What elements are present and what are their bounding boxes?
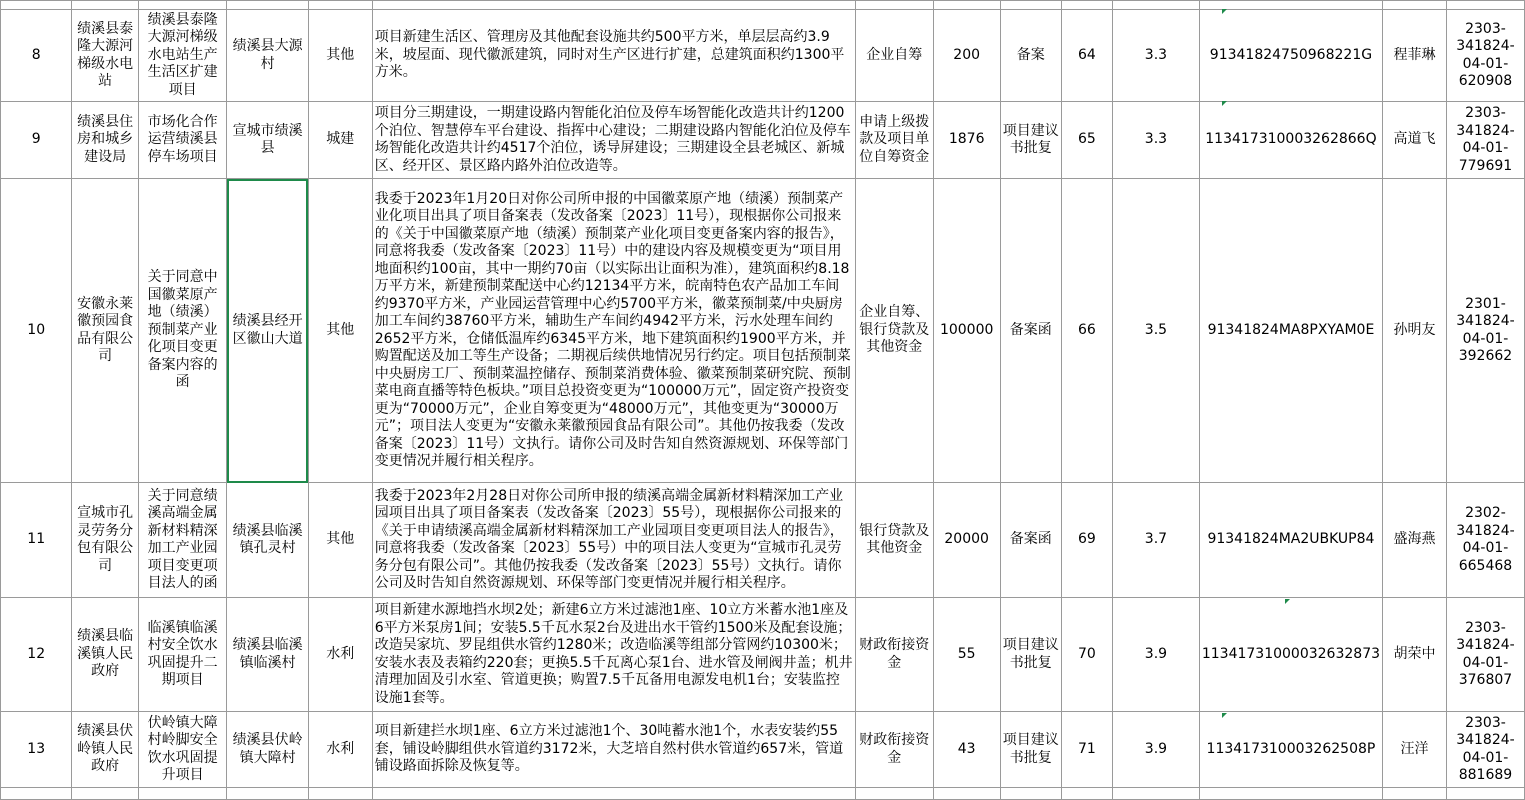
cell-amount[interactable]: 200	[933, 10, 1000, 102]
table-row	[1, 10, 1525, 102]
cell-approval[interactable]: 项目建议书批复	[1000, 598, 1061, 712]
cell	[1000, 1, 1061, 10]
cell-code[interactable]: 2303-341824-04-01-620908	[1446, 10, 1524, 102]
cell-category[interactable]: 水利	[308, 712, 372, 788]
cell-location[interactable]: 宣城市绩溪县	[227, 102, 308, 179]
cell-amount[interactable]: 20000	[933, 483, 1000, 598]
cell-score[interactable]: 3.9	[1112, 712, 1199, 788]
cell-content[interactable]: 项目新建生活区、管理房及其他配套设施共约500平方米，单层层高约3.9米，坡屋面、现代徽派建筑，同时对生产区进行扩建，总建筑面积约1300平方米。	[372, 10, 855, 102]
cell-category[interactable]: 其他	[308, 179, 372, 483]
partial-row-bottom	[1, 788, 1525, 800]
cell-score[interactable]: 3.5	[1112, 179, 1199, 483]
cell-funding[interactable]: 企业自筹	[855, 10, 933, 102]
cell-project[interactable]: 绩溪县泰隆大源河梯级水电站生产生活区扩建项目	[138, 10, 226, 102]
table-row	[1, 102, 1525, 179]
cell-funding[interactable]: 财政衔接资金	[855, 712, 933, 788]
cell-credit-code[interactable]: 113417310003262508P	[1199, 712, 1382, 788]
cell	[1112, 788, 1199, 800]
cell-approval[interactable]: 备案函	[1000, 179, 1061, 483]
cell-project[interactable]: 伏岭镇大障村岭脚安全饮水巩固提升项目	[138, 712, 226, 788]
cell-unit[interactable]: 绩溪县住房和城乡建设局	[72, 102, 139, 179]
cell	[227, 1, 308, 10]
cell-code[interactable]: 2303-341824-04-01-376807	[1446, 598, 1524, 712]
cell-content[interactable]: 项目分三期建设，一期建设路内智能化泊位及停车场智能化改造共计约1200个泊位、智慧停车平台建设、指挥中心建设；二期建设路内智能化泊位及停车场智能化改造共计约4517个泊位，诱导屏建设；三期建设全县老城区、新城区、经开区、景区路内路外泊位改造等。	[372, 102, 855, 179]
cell-project[interactable]: 关于同意中国徽菜原产地（绩溪）预制菜产业化项目变更备案内容的函	[138, 179, 226, 483]
cell-funding[interactable]: 财政衔接资金	[855, 598, 933, 712]
cell	[1383, 1, 1447, 10]
cell	[372, 788, 855, 800]
cell-unit[interactable]: 绩溪县临溪镇人民政府	[72, 598, 139, 712]
cell-seq[interactable]: 11	[1, 483, 72, 598]
cell-approval[interactable]: 项目建议书批复	[1000, 102, 1061, 179]
cell-content[interactable]: 项目新建水源地挡水坝2处；新建6立方米过滤池1座、10立方米蓄水池1座及6平方米泵房1间；安装5.5千瓦水泵2台及进出水干管约1500米及配套设施；改造吴家坑、罗昆组供水管约1280米；改造临溪等组部分管网约10300米；安装水表及表箱约220套；更换5.5千瓦离心泵1台、进水管及闸阀井盖；机井清理加固及引水室、管道更换；购置7.5千瓦备用电源发电机1台；安装监控设施1套等。	[372, 598, 855, 712]
cell	[1000, 788, 1061, 800]
cell-amount[interactable]: 100000	[933, 179, 1000, 483]
cell-amount[interactable]: 55	[933, 598, 1000, 712]
cell-indicator-icon	[1285, 599, 1290, 604]
cell-contact[interactable]: 汪洋	[1383, 712, 1447, 788]
cell-rank[interactable]: 65	[1061, 102, 1112, 179]
cell	[1061, 1, 1112, 10]
cell	[1199, 788, 1382, 800]
cell-amount[interactable]: 1876	[933, 102, 1000, 179]
cell-project[interactable]: 临溪镇临溪村安全饮水巩固提升二期项目	[138, 598, 226, 712]
cell	[1061, 788, 1112, 800]
cell-rank[interactable]: 69	[1061, 483, 1112, 598]
cell-credit-code[interactable]: 91341824750968221G	[1199, 10, 1382, 102]
cell-seq[interactable]: 12	[1, 598, 72, 712]
cell-contact[interactable]: 孙明友	[1383, 179, 1447, 483]
cell-contact[interactable]: 盛海燕	[1383, 483, 1447, 598]
cell-category[interactable]: 城建	[308, 102, 372, 179]
cell	[1446, 1, 1524, 10]
cell	[138, 1, 226, 10]
cell-contact[interactable]: 高道飞	[1383, 102, 1447, 179]
cell-unit[interactable]: 安徽永莱徽预园食品有限公司	[72, 179, 139, 483]
cell-code[interactable]: 2301-341824-04-01-392662	[1446, 179, 1524, 483]
cell-location[interactable]: 绩溪县伏岭镇大障村	[227, 712, 308, 788]
cell-unit[interactable]: 绩溪县伏岭镇人民政府	[72, 712, 139, 788]
partial-row-top	[1, 1, 1525, 10]
cell	[72, 788, 139, 800]
cell	[138, 788, 226, 800]
cell-rank[interactable]: 71	[1061, 712, 1112, 788]
cell-credit-code[interactable]: 91341824MA2UBKUP84	[1199, 483, 1382, 598]
cell-rank[interactable]: 66	[1061, 179, 1112, 483]
cell-credit-code[interactable]: 11341731000032632873	[1199, 598, 1382, 712]
cell	[227, 788, 308, 800]
cell-credit-code[interactable]: 113417310003262866Q	[1199, 102, 1382, 179]
cell-score[interactable]: 3.3	[1112, 102, 1199, 179]
cell-score[interactable]: 3.9	[1112, 598, 1199, 712]
cell-code[interactable]: 2303-341824-04-01-779691	[1446, 102, 1524, 179]
cell	[308, 1, 372, 10]
cell-content[interactable]: 我委于2023年1月20日对你公司所申报的中国徽菜原产地（绩溪）预制菜产业化项目出具了项目备案表（发改备案〔2023〕11号），现根据你公司报来的《关于中国徽菜原产地（绩溪）预制菜产业化项目变更备案内容的报告》，同意将我委（发改备案〔2023〕11号）中的建设内容及规模变更为“项目用地面积约100亩，其中一期约70亩（以实际出让面积为准），建筑面积约8.18万平方米，新建预制菜配送中心约12134平方米，皖南特色农产品加工车间约9370平方米，产业园运营管理中心约5700平方米，徽菜预制菜/中央厨房加工车间约38760平方米，辅助生产车间约4942平方米，污水处理车间约2652平方米，仓储低温库约6345平方米，地下建筑面积约1900平方米，并购置配送及加工等生产设备；二期视后续供地情况另行约定。项目包括预制菜中央厨房工厂、预制菜温控储存、预制菜消费体验、徽菜预制菜研究院、预制菜电商直播等特色板块。”项目总投资变更为“100000万元”，固定资产投资变更为“70000万元”，企业自筹变更为“48000万元”，其他变更为“30000万元”；项目法人变更为“安徽永莱徽预园食品有限公司”。其他仍按我委（发改备案〔2023〕11号）文执行。请你公司及时告知自然资源规划、环保等部门变更情况并履行相关程序。	[372, 179, 855, 483]
table-row	[1, 179, 1525, 483]
cell-code[interactable]: 2303-341824-04-01-881689	[1446, 712, 1524, 788]
cell	[1112, 1, 1199, 10]
cell-category[interactable]: 其他	[308, 10, 372, 102]
cell-seq[interactable]: 9	[1, 102, 72, 179]
cell-location[interactable]: 绩溪县大源村	[227, 10, 308, 102]
cell	[1, 1, 72, 10]
cell	[372, 1, 855, 10]
cell	[933, 1, 1000, 10]
cell-approval[interactable]: 备案函	[1000, 483, 1061, 598]
cell-contact[interactable]: 程菲琳	[1383, 10, 1447, 102]
cell-indicator-icon	[1222, 713, 1227, 718]
cell-content[interactable]: 我委于2023年2月28日对你公司所申报的绩溪高端金属新材料精深加工产业园项目出具了项目备案表（发改备案〔2023〕55号），现根据你公司报来的《关于申请绩溪高端金属新材料精深加工产业园项目变更项目法人的报告》，同意将我委（发改备案〔2023〕55号）中的项目法人变更为“宣城市孔灵劳务分包有限公司”。其他仍按我委（发改备案〔2023〕55号）文执行。请你公司及时告知自然资源规划、环保等部门变更情况并履行相关程序。	[372, 483, 855, 598]
cell-score[interactable]: 3.3	[1112, 10, 1199, 102]
cell-unit[interactable]: 绩溪县泰隆大源河梯级水电站	[72, 10, 139, 102]
cell-rank[interactable]: 70	[1061, 598, 1112, 712]
table-row	[1, 598, 1525, 712]
cell-funding[interactable]: 银行贷款及其他资金	[855, 483, 933, 598]
cell-content[interactable]: 项目新建拦水坝1座、6立方米过滤池1个、30吨蓄水池1个，水表安装约55套，铺设岭脚组供水管道约3172米，大芝培自然村供水管道约657米，管道铺设路面拆除及恢复等。	[372, 712, 855, 788]
cell-location[interactable]: 绩溪县临溪镇临溪村	[227, 598, 308, 712]
cell-category[interactable]: 水利	[308, 598, 372, 712]
cell	[855, 1, 933, 10]
cell-project[interactable]: 市场化合作运营绩溪县停车场项目	[138, 102, 226, 179]
cell	[855, 788, 933, 800]
cell-approval[interactable]: 项目建议书批复	[1000, 712, 1061, 788]
cell	[933, 788, 1000, 800]
cell-code[interactable]: 2302-341824-04-01-665468	[1446, 483, 1524, 598]
table-row	[1, 483, 1525, 598]
table-row	[1, 712, 1525, 788]
cell	[72, 1, 139, 10]
cell-indicator-icon	[1222, 101, 1227, 106]
cell-category[interactable]: 其他	[308, 483, 372, 598]
cell-unit[interactable]: 宣城市孔灵劳务分包有限公司	[72, 483, 139, 598]
cell	[1, 788, 72, 800]
cell-contact[interactable]: 胡荣中	[1383, 598, 1447, 712]
cell-approval[interactable]: 备案	[1000, 10, 1061, 102]
cell-seq[interactable]: 8	[1, 10, 72, 102]
cell-location-selected[interactable]: 绩溪县经开区徽山大道	[227, 179, 308, 483]
cell-credit-code[interactable]: 91341824MA8PXYAM0E	[1199, 179, 1382, 483]
cell-seq[interactable]: 10	[1, 179, 72, 483]
cell	[308, 788, 372, 800]
cell-score[interactable]: 3.7	[1112, 483, 1199, 598]
cell-funding[interactable]: 申请上级拨款及项目单位自筹资金	[855, 102, 933, 179]
cell	[1446, 788, 1524, 800]
cell	[1383, 788, 1447, 800]
cell-project[interactable]: 关于同意绩溪高端金属新材料精深加工产业园项目变更项目法人的函	[138, 483, 226, 598]
cell-amount[interactable]: 43	[933, 712, 1000, 788]
cell-seq[interactable]: 13	[1, 712, 72, 788]
cell-funding[interactable]: 企业自筹、银行贷款及其他资金	[855, 179, 933, 483]
cell-indicator-icon	[1222, 9, 1227, 14]
cell-location[interactable]: 绩溪县临溪镇孔灵村	[227, 483, 308, 598]
cell-rank[interactable]: 64	[1061, 10, 1112, 102]
